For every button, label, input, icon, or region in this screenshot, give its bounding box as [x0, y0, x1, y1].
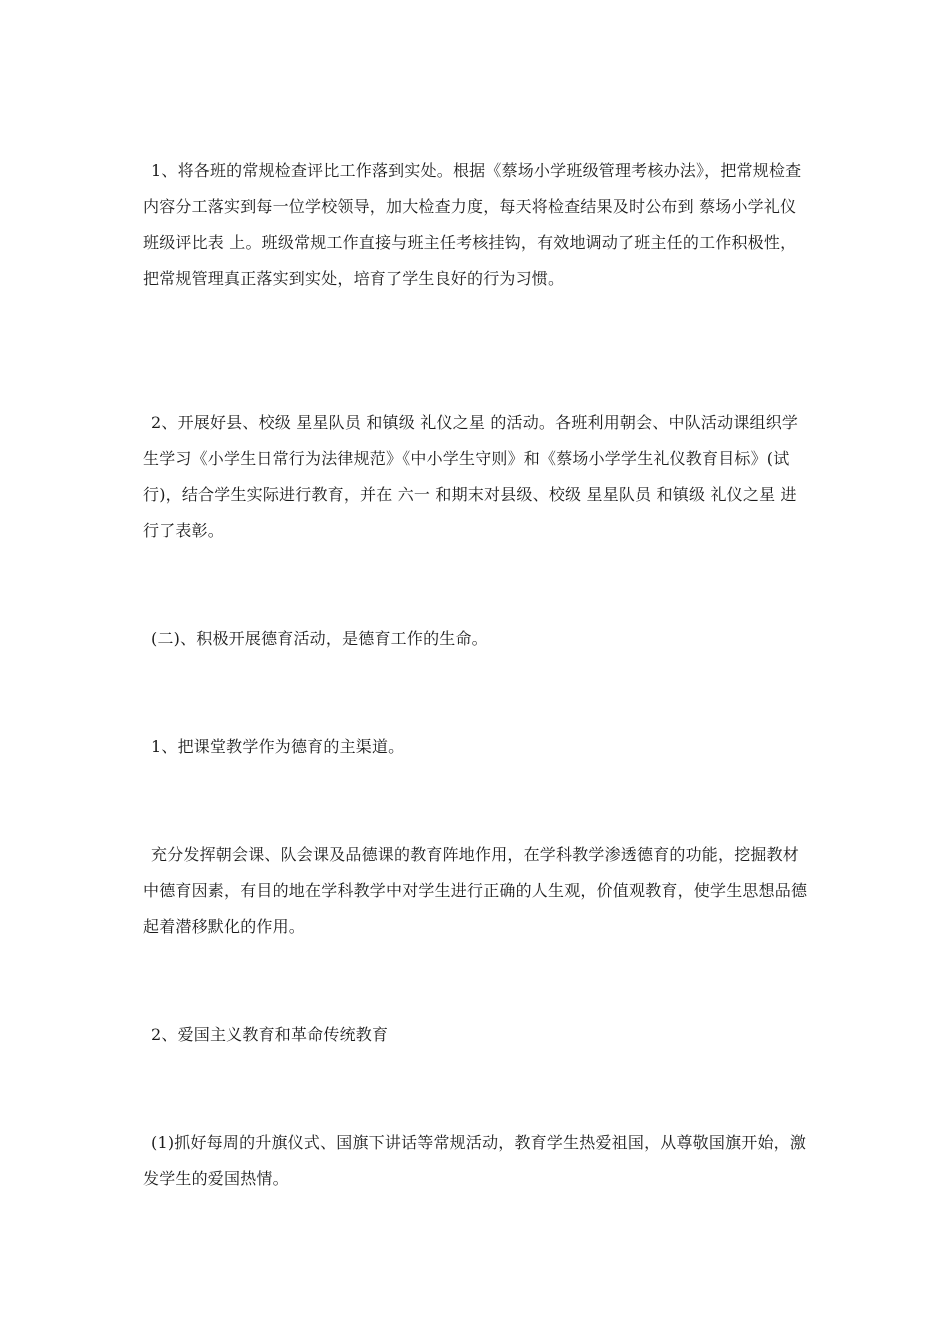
paragraph-flag-ceremony: (1)抓好每周的升旗仪式、国旗下讲话等常规活动，教育学生热爱祖国，从尊敬国旗开始，激发学生的爱国热情。	[143, 1133, 807, 1188]
section-heading-moral-activities: (二)、积极开展德育活动，是德育工作的生命。	[151, 629, 488, 648]
paragraph-star-activities: 2、开展好县、校级 星星队员 和镇级 礼仪之星 的活动。各班利用朝会、中队活动课组织学生学习《小学生日常行为法律规范》《中小学生守则》和《蔡场小学学生礼仪教育目标》(试行)，结合学生实际进行教育，并在 六一 和期末对县级、校级 星星队员 和镇级 礼仪之星 进行了表彰。	[143, 413, 799, 540]
paragraph-moral-education-in-teaching: 充分发挥朝会课、队会课及品德课的教育阵地作用，在学科教学渗透德育的功能，挖掘教材中德育因素，有目的地在学科教学中对学生进行正确的人生观，价值观教育，使学生思想品德起着潜移默化的作用。	[143, 845, 808, 936]
subheading-patriotic-education: 2、爱国主义教育和革命传统教育	[151, 1025, 389, 1044]
subheading-classroom-teaching: 1、把课堂教学作为德育的主渠道。	[151, 737, 405, 756]
paragraph-class-inspection: 1、将各班的常规检查评比工作落到实处。根据《蔡场小学班级管理考核办法》，把常规检查内容分工落实到每一位学校领导，加大检查力度，每天将检查结果及时公布到 蔡场小学礼仪班级评比表 上。班级常规工作直接与班主任考核挂钩，有效地调动了班主任的工作积极性，把常规管理真正落实到实处，培育了学生良好的行为习惯。	[143, 161, 802, 288]
